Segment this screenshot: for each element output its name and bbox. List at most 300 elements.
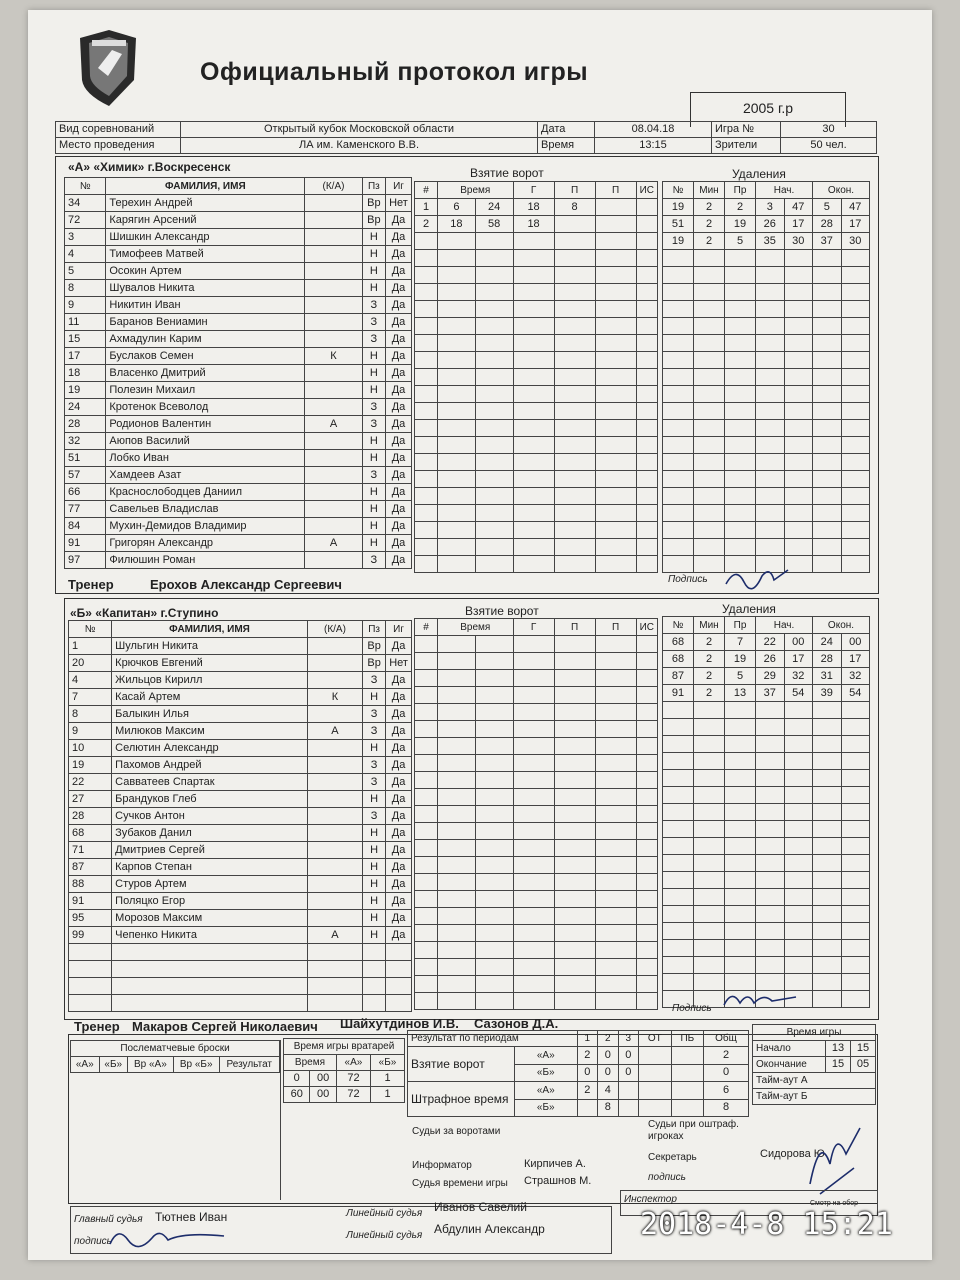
penalty-cell: [756, 352, 785, 369]
penalty-cell: [784, 454, 813, 471]
table-row: [69, 757, 412, 774]
competition-value: Открытый кубок Московской области: [181, 122, 538, 138]
goal-cell: [475, 976, 513, 993]
player-position: Н: [362, 382, 385, 399]
goal-cell: 18: [513, 199, 554, 216]
penalty-cell: [663, 957, 694, 974]
table-row: [65, 450, 412, 467]
goal-cell: [636, 454, 657, 471]
goal-cell: [554, 653, 595, 670]
goal-cell: [595, 925, 636, 942]
player-number: 68: [69, 825, 112, 842]
table-row: [415, 959, 658, 976]
goal-cell: [438, 925, 476, 942]
goal-cell: [636, 823, 657, 840]
goal-cell: [513, 653, 554, 670]
goals-label: Взятие ворот: [408, 1047, 515, 1082]
penalty-cell: 17: [841, 651, 870, 668]
goal-cell: [636, 488, 657, 505]
player-played: Да: [385, 212, 411, 229]
player-position: [363, 944, 386, 961]
table-row: [65, 552, 412, 569]
penalty-cell: [813, 318, 842, 335]
player-position: З: [363, 706, 386, 723]
table-row: [415, 891, 658, 908]
main-ref-signature: [104, 1222, 234, 1252]
player-name: Краснослободцев Даниил: [106, 484, 305, 501]
penalty-cell: [784, 736, 813, 753]
penalty-cell: [725, 471, 756, 488]
table-row: [415, 556, 658, 573]
penalty-cell: [841, 804, 870, 821]
penalty-cell: [694, 804, 725, 821]
goal-cell: [554, 352, 595, 369]
goal-cell: [438, 352, 476, 369]
goal-cell: [636, 670, 657, 687]
spectators-value: 50 чел.: [781, 138, 877, 154]
penalty-cell: [725, 821, 756, 838]
penalty-cell: [841, 770, 870, 787]
goal-cell: [513, 250, 554, 267]
penalty-cell: 17: [784, 651, 813, 668]
penalty-cell: [841, 267, 870, 284]
player-number: 4: [69, 672, 112, 689]
goal-cell: [595, 942, 636, 959]
shootout-col-gk-a: Вр «А»: [127, 1057, 173, 1073]
player-role: [307, 842, 362, 859]
player-number: 71: [69, 842, 112, 859]
table-row: [69, 808, 412, 825]
goal-cell: [475, 891, 513, 908]
penalty-cell: 68: [663, 634, 694, 651]
penalty-cell: [756, 702, 785, 719]
penalty-cell: [694, 267, 725, 284]
penalty-cell: [784, 821, 813, 838]
penalty-cell: 22: [756, 634, 785, 651]
penalty-cell: 2: [694, 634, 725, 651]
player-number: 4: [65, 246, 106, 263]
player-played: Да: [385, 314, 411, 331]
player-position: Н: [362, 433, 385, 450]
penalty-cell: [725, 940, 756, 957]
goal-cell: [595, 789, 636, 806]
player-name: Сучков Антон: [112, 808, 308, 825]
goal-cell: [513, 505, 554, 522]
goal-cell: [475, 420, 513, 437]
player-number: 34: [65, 195, 106, 212]
goal-col-a2: П: [595, 182, 636, 199]
penalty-cell: [663, 889, 694, 906]
pim-label: Штрафное время: [408, 1082, 515, 1117]
penalty-cell: [725, 787, 756, 804]
table-row: [663, 420, 870, 437]
goalie-col-a: «А»: [336, 1055, 370, 1071]
goal-cell: 18: [438, 216, 476, 233]
goal-cell: [513, 233, 554, 250]
penalty-cell: 5: [725, 668, 756, 685]
table-row: [415, 942, 658, 959]
goal-cell: [595, 993, 636, 1010]
shootout-col-gk-b: Вр «Б»: [173, 1057, 219, 1073]
player-number: 5: [65, 263, 106, 280]
penalty-cell: [784, 505, 813, 522]
goal-cell: [554, 335, 595, 352]
penalty-cell: [841, 855, 870, 872]
player-role: [307, 672, 362, 689]
table-row: [415, 471, 658, 488]
player-position: З: [363, 774, 386, 791]
player-name: Шульгин Никита: [112, 638, 308, 655]
penalty-cell: 2: [694, 685, 725, 702]
table-row: [415, 874, 658, 891]
penalty-cell: 87: [663, 668, 694, 685]
goal-cell: [475, 925, 513, 942]
time-value: 13:15: [595, 138, 712, 154]
table-row: [415, 199, 658, 216]
pim-b-p3: [618, 1099, 639, 1117]
goal-cell: [513, 301, 554, 318]
penalty-cell: [813, 787, 842, 804]
player-number: 57: [65, 467, 106, 484]
penalty-cell: [756, 369, 785, 386]
goal-cell: [513, 403, 554, 420]
team-b-coach-2: Шайхутдинов И.В.: [340, 1016, 459, 1031]
goal-cell: [554, 738, 595, 755]
penalty-cell: [756, 301, 785, 318]
goal-cell: [438, 908, 476, 925]
player-position: Н: [362, 535, 385, 552]
penalty-cell: [725, 284, 756, 301]
penalty-cell: [813, 889, 842, 906]
goal-cell: [438, 505, 476, 522]
goal-cell: [636, 471, 657, 488]
goal-cell: [475, 488, 513, 505]
goal-cell: [595, 488, 636, 505]
goal-cell: [415, 687, 438, 704]
goal-cell: [595, 687, 636, 704]
goal-cell: [415, 505, 438, 522]
player-name: Касай Артем: [112, 689, 308, 706]
goal-col-time: Время: [438, 619, 514, 636]
team-b-goals-title: Взятие ворот: [465, 604, 539, 618]
penalty-cell: [725, 488, 756, 505]
table-row: [663, 539, 870, 556]
goal-cell: [475, 823, 513, 840]
penalty-cell: [663, 301, 694, 318]
team-a-sign-label: Подпись: [668, 574, 708, 585]
penalty-cell: [694, 420, 725, 437]
penalty-cell: 32: [784, 668, 813, 685]
player-name: Терехин Андрей: [106, 195, 305, 212]
penalty-cell: 37: [756, 685, 785, 702]
player-name: Зубаков Данил: [112, 825, 308, 842]
table-row: [69, 672, 412, 689]
player-role: [305, 212, 363, 229]
period-col-2: 2: [598, 1031, 619, 1047]
table-row: [415, 636, 658, 653]
player-position: [363, 961, 386, 978]
goalie-cell: 00: [310, 1071, 336, 1087]
table-row: [663, 369, 870, 386]
player-role: [305, 450, 363, 467]
table-row: [663, 906, 870, 923]
penalty-cell: [725, 301, 756, 318]
goalie-cell: 72: [336, 1071, 370, 1087]
goal-cell: [595, 636, 636, 653]
player-name: Осокин Артем: [106, 263, 305, 280]
penalty-cell: [784, 403, 813, 420]
pen-col-min: Мин: [694, 182, 725, 199]
goal-cell: [475, 437, 513, 454]
penalty-cell: [725, 352, 756, 369]
player-played: Да: [385, 484, 411, 501]
penalty-cell: [663, 787, 694, 804]
player-number: [69, 978, 112, 995]
goal-cell: [513, 437, 554, 454]
player-role: [305, 314, 363, 331]
goal-cell: [438, 993, 476, 1010]
goal-cell: [554, 386, 595, 403]
goal-cell: [438, 874, 476, 891]
goal-cell: [415, 556, 438, 573]
goal-cell: [415, 636, 438, 653]
goal-cell: [595, 806, 636, 823]
penalty-cell: [663, 838, 694, 855]
penalty-cell: [756, 420, 785, 437]
table-row: [69, 706, 412, 723]
goal-cell: [595, 199, 636, 216]
goal-cell: [415, 250, 438, 267]
goal-cell: [415, 908, 438, 925]
goal-cell: [636, 420, 657, 437]
goal-cell: [554, 471, 595, 488]
pim-b-total: 8: [704, 1099, 749, 1117]
player-number: 19: [69, 757, 112, 774]
end-hour: 15: [826, 1057, 851, 1073]
goal-cell: [438, 539, 476, 556]
goal-cell: [415, 823, 438, 840]
player-number: 7: [69, 689, 112, 706]
player-number: 84: [65, 518, 106, 535]
goal-cell: [513, 284, 554, 301]
penalty-cell: [784, 838, 813, 855]
player-name: Жильцов Кирилл: [112, 672, 308, 689]
goalie-col-b: «Б»: [371, 1055, 405, 1071]
player-role: [305, 501, 363, 518]
goals-a-p3: 0: [618, 1047, 639, 1065]
table-row: [663, 753, 870, 770]
player-name: Селютин Александр: [112, 740, 308, 757]
goal-col-a1: П: [554, 619, 595, 636]
player-position: Н: [362, 229, 385, 246]
player-played: Да: [386, 672, 412, 689]
goals-b-p3: 0: [618, 1064, 639, 1082]
penalty-cell: [694, 787, 725, 804]
row-team-a: «А»: [515, 1047, 578, 1065]
goal-cell: [438, 454, 476, 471]
goal-cell: [415, 369, 438, 386]
goal-cell: [513, 670, 554, 687]
penalty-cell: 13: [725, 685, 756, 702]
goal-cell: [636, 318, 657, 335]
goal-cell: [438, 267, 476, 284]
goal-cell: [636, 857, 657, 874]
penalty-cell: [841, 352, 870, 369]
goal-cell: [438, 891, 476, 908]
team-a-coach-label: Тренер: [68, 577, 114, 592]
inspector-label: Инспектор: [624, 1194, 677, 1205]
table-row: [663, 855, 870, 872]
player-played: Да: [386, 893, 412, 910]
table-row: [415, 386, 658, 403]
penalty-cell: 51: [663, 216, 694, 233]
penalty-cell: [725, 719, 756, 736]
player-name: Мухин-Демидов Владимир: [106, 518, 305, 535]
penalty-cell: [813, 991, 842, 1008]
penalty-cell: [756, 855, 785, 872]
penalty-cell: [813, 369, 842, 386]
shootout-col-result: Результат: [219, 1057, 279, 1073]
penalty-cell: [813, 454, 842, 471]
goal-cell: [636, 704, 657, 721]
penalty-cell: [841, 872, 870, 889]
player-role: [305, 263, 363, 280]
goal-cell: [595, 556, 636, 573]
penalty-cell: [841, 335, 870, 352]
penalty-cell: [694, 872, 725, 889]
table-row: [415, 233, 658, 250]
penalty-cell: [663, 906, 694, 923]
goal-cell: [554, 437, 595, 454]
penalty-cell: 32: [841, 668, 870, 685]
pim-b-p2: 8: [598, 1099, 619, 1117]
player-role: [305, 280, 363, 297]
penalty-cell: [813, 923, 842, 940]
pen-col-reason: Пр: [725, 617, 756, 634]
penalty-cell: [784, 872, 813, 889]
penalty-cell: [663, 386, 694, 403]
player-position: З: [363, 757, 386, 774]
goal-cell: [415, 772, 438, 789]
venue-label: Место проведения: [56, 138, 181, 154]
penalty-cell: [725, 522, 756, 539]
penalty-cell: [756, 804, 785, 821]
player-role: [307, 791, 362, 808]
table-row: [65, 535, 412, 552]
player-played: Да: [386, 910, 412, 927]
player-played: Да: [385, 365, 411, 382]
penalty-cell: 19: [663, 233, 694, 250]
player-position: Вр: [362, 212, 385, 229]
penalty-cell: 35: [756, 233, 785, 250]
informant-label: Информатор: [412, 1160, 472, 1171]
penalty-cell: [784, 301, 813, 318]
goal-col-time: Время: [438, 182, 514, 199]
goal-cell: [636, 789, 657, 806]
goal-cell: [595, 335, 636, 352]
penalty-cell: [663, 369, 694, 386]
goal-cell: [415, 857, 438, 874]
goal-cell: [595, 403, 636, 420]
player-played: Да: [386, 791, 412, 808]
goal-cell: [636, 908, 657, 925]
table-row: [415, 522, 658, 539]
goal-cell: 8: [554, 199, 595, 216]
goal-cell: [415, 539, 438, 556]
goal-cell: [438, 556, 476, 573]
player-role: А: [307, 927, 362, 944]
goal-cell: [554, 840, 595, 857]
penalty-cell: [784, 284, 813, 301]
goal-cell: [595, 721, 636, 738]
penalty-cell: [813, 471, 842, 488]
penalty-cell: [694, 369, 725, 386]
penalty-cell: [841, 889, 870, 906]
goal-cell: [415, 386, 438, 403]
goal-cell: [475, 942, 513, 959]
penalty-cell: 31: [813, 668, 842, 685]
penalty-cell: [784, 471, 813, 488]
period-results-table: [407, 1030, 749, 1117]
date-label: Дата: [538, 122, 595, 138]
player-position: З: [362, 552, 385, 569]
goal-cell: [513, 386, 554, 403]
player-number: [69, 944, 112, 961]
player-role: [305, 365, 363, 382]
penalty-cell: [663, 488, 694, 505]
player-name: Родионов Валентин: [106, 416, 305, 433]
penalty-cell: [841, 505, 870, 522]
penalty-cell: [725, 753, 756, 770]
penalty-cell: [663, 872, 694, 889]
player-role: [307, 825, 362, 842]
goal-cell: [554, 993, 595, 1010]
player-role: [305, 331, 363, 348]
team-b-pen-title: Удаления: [722, 602, 776, 616]
goal-cell: [415, 437, 438, 454]
line-ref-label-2: Линейный судья: [346, 1230, 423, 1241]
pim-a-ot: [639, 1082, 672, 1100]
goal-cell: [595, 738, 636, 755]
goal-cell: [554, 556, 595, 573]
penalty-cell: [784, 335, 813, 352]
penalty-cell: 29: [756, 668, 785, 685]
penalty-cell: [784, 889, 813, 906]
penalty-cell: [663, 923, 694, 940]
table-row: [663, 787, 870, 804]
goal-col-situation: ИС: [636, 182, 657, 199]
goal-cell: [636, 942, 657, 959]
period-col-so: ПБ: [671, 1031, 703, 1047]
table-row: [415, 318, 658, 335]
player-name: Кротенок Всеволод: [106, 399, 305, 416]
table-row: [415, 403, 658, 420]
goal-cell: [636, 437, 657, 454]
row-team-b: «Б»: [515, 1064, 578, 1082]
player-number: 9: [65, 297, 106, 314]
penalty-cell: [813, 770, 842, 787]
player-role: К: [307, 689, 362, 706]
table-row: [69, 774, 412, 791]
table-row: [663, 488, 870, 505]
col-pos: Пз: [362, 178, 385, 195]
player-number: 32: [65, 433, 106, 450]
table-row: [415, 454, 658, 471]
player-number: 9: [69, 723, 112, 740]
table-row: [65, 467, 412, 484]
goal-cell: [554, 267, 595, 284]
penalty-cell: [725, 923, 756, 940]
